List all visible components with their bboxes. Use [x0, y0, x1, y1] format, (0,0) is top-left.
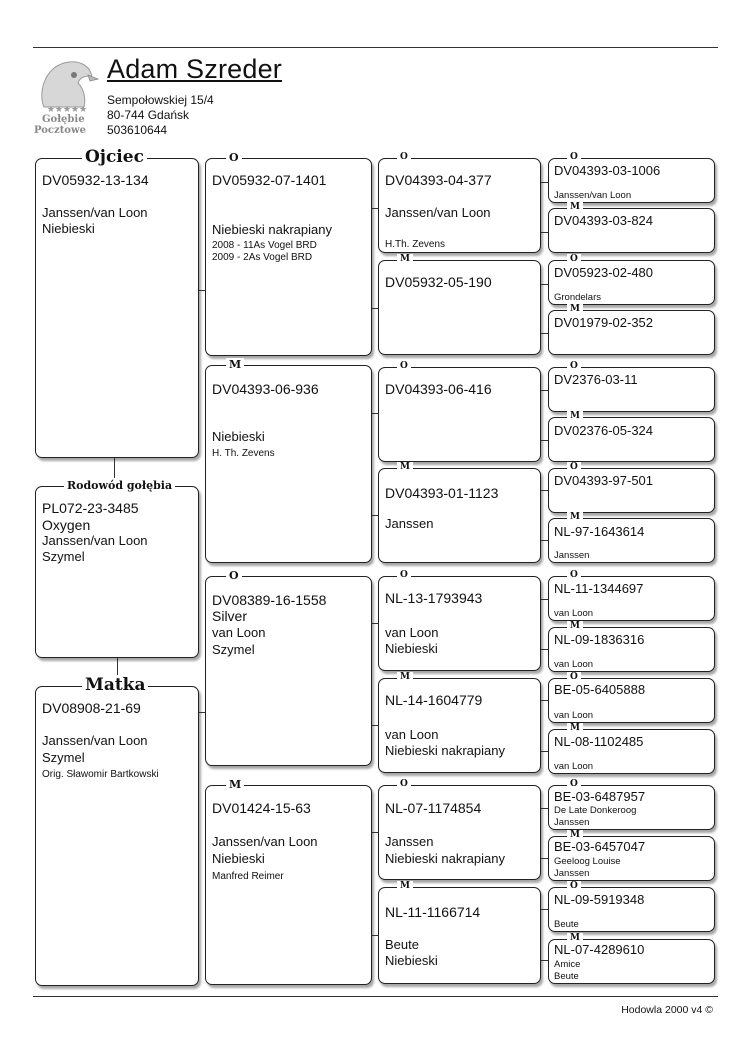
ring: DV2376-03-11: [554, 372, 638, 387]
gender-label: M: [397, 254, 413, 265]
ggp-box[interactable]: [548, 411, 715, 462]
connector: [541, 751, 548, 752]
pigeon-ring: PL072-23-3485: [42, 500, 139, 516]
logo-text-2: Pocztowe: [34, 125, 86, 136]
color: Niebieski: [212, 851, 265, 866]
ring: DV01424-15-63: [212, 800, 311, 816]
line: van Loon: [385, 727, 439, 742]
ring: DV08389-16-1558: [212, 592, 327, 608]
note: Beute: [554, 919, 579, 930]
connector: [114, 458, 115, 478]
father-color: Niebieski: [42, 221, 95, 236]
line: van Loon: [385, 625, 439, 640]
gender-label: O: [397, 152, 411, 163]
connector: [541, 599, 548, 600]
sire-sire-box[interactable]: [205, 151, 372, 356]
ggp-box[interactable]: [548, 512, 715, 563]
ggp-box[interactable]: [548, 881, 715, 932]
ggp-box[interactable]: [548, 830, 715, 881]
breeder: Szymel: [212, 642, 255, 657]
mother-ring: DV08908-21-69: [42, 700, 141, 716]
pigeon-name: De Late Donkeroog: [554, 805, 637, 816]
logo-text-1: Gołębie: [42, 114, 85, 125]
breeder: H. Th. Zevens: [212, 448, 275, 459]
gp-box[interactable]: [378, 462, 541, 563]
ring: DV04393-97-501: [554, 473, 654, 488]
result: 2008 - 11As Vogel BRD: [212, 240, 317, 251]
line: Janssen/van Loon: [212, 834, 318, 849]
gender-label: O: [567, 152, 581, 163]
ring: DV04393-03-824: [554, 213, 654, 228]
gender-label: O: [226, 569, 242, 583]
ring: DV04393-01-1123: [385, 485, 499, 501]
pigeon-breeder: Szymel: [42, 549, 85, 564]
note: Janssen: [554, 868, 590, 879]
mother-line: Janssen/van Loon: [42, 733, 148, 748]
ring: DV05932-05-190: [385, 274, 492, 290]
gender-label: O: [567, 254, 581, 265]
ring: BE-03-6487957: [554, 789, 646, 804]
note: van Loon: [554, 659, 594, 670]
line: Janssen: [385, 834, 434, 849]
gender-label: M: [397, 462, 413, 473]
father-line: Janssen/van Loon: [42, 205, 148, 220]
mother-box[interactable]: [35, 675, 199, 986]
color: Niebieski nakrapiany: [385, 743, 505, 758]
ring: DV04393-06-936: [212, 381, 319, 397]
gender-label: O: [397, 570, 411, 581]
father-box[interactable]: [35, 147, 199, 458]
gender-label: O: [567, 779, 581, 790]
breeder: Manfred Reimer: [212, 871, 284, 882]
gender-label: M: [226, 778, 244, 792]
gender-label: O: [567, 672, 581, 683]
gp-box[interactable]: [378, 254, 541, 355]
name: Silver: [212, 608, 248, 624]
color: Niebieski nakrapiany: [385, 851, 505, 866]
ring: NL-14-1604779: [385, 692, 483, 708]
dam-dam-box[interactable]: [205, 778, 372, 985]
ring: NL-09-1836316: [554, 632, 645, 647]
ggp-box[interactable]: [548, 152, 715, 203]
bottom-rule: [33, 996, 718, 997]
ring: DV04393-06-416: [385, 381, 492, 397]
line: Beute: [385, 937, 419, 952]
gender-label: M: [397, 672, 413, 683]
gender-label: O: [567, 361, 581, 372]
connector: [541, 858, 548, 859]
ring: DV04393-03-1006: [554, 163, 661, 178]
mother-breeder: Szymel: [42, 750, 85, 765]
gender-label: O: [226, 151, 242, 165]
owner-phone: 503610644: [107, 123, 168, 137]
gender-label: M: [567, 202, 583, 213]
logo: [34, 55, 100, 137]
connector: [541, 490, 548, 491]
note: Janssen: [554, 550, 590, 561]
ring: DV05923-02-480: [554, 265, 654, 280]
line: Janssen/van Loon: [385, 205, 491, 220]
color: Niebieski: [385, 953, 438, 968]
gender-label: O: [567, 881, 581, 892]
pigeon-name: Amice: [554, 959, 581, 970]
connector: [541, 284, 548, 285]
connector: [541, 649, 548, 650]
gender-label: O: [397, 779, 411, 790]
owner-city: 80-744 Gdańsk: [107, 108, 190, 122]
ring: NL-97-1643614: [554, 524, 645, 539]
note: van Loon: [554, 761, 594, 772]
gender-label: M: [567, 304, 583, 315]
footer-credit: Hodowla 2000 v4 ©: [621, 1004, 713, 1016]
owner-name: Adam Szreder: [107, 54, 282, 84]
ring: BE-05-6405888: [554, 682, 646, 697]
ring: NL-13-1793943: [385, 590, 483, 606]
ring: DV04393-04-377: [385, 172, 492, 188]
dam-sire-box[interactable]: [205, 569, 372, 766]
color: Niebieski nakrapiany: [212, 222, 332, 237]
ring: NL-09-5919348: [554, 892, 645, 907]
note: Janssen: [554, 817, 590, 828]
sire-dam-box[interactable]: [205, 358, 372, 563]
top-rule: [33, 47, 718, 48]
ring: BE-03-6457047: [554, 839, 646, 854]
gp-box[interactable]: [378, 779, 541, 880]
ring: NL-11-1344697: [554, 581, 644, 596]
note: Beute: [554, 971, 579, 982]
ggp-box[interactable]: [548, 570, 715, 621]
ring: NL-07-4289610: [554, 942, 645, 957]
ring: DV05932-07-1401: [212, 172, 327, 188]
gp-box[interactable]: [378, 570, 541, 671]
note: Janssen/van Loon: [554, 190, 632, 201]
result: 2009 - 2As Vogel BRD: [212, 252, 313, 263]
breeder: H.Th. Zevens: [385, 239, 446, 250]
gp-box[interactable]: [378, 881, 541, 984]
ggp-box[interactable]: [548, 723, 715, 774]
connector: [541, 540, 548, 541]
owner-street: Sempołowskiej 15/4: [107, 93, 214, 107]
ring: NL-11-1166714: [385, 904, 481, 920]
gender-label: M: [397, 881, 413, 892]
pigeon-name: Geeloog Louise: [554, 856, 621, 867]
connector: [541, 182, 548, 183]
pedigree-label: Rodowód gołębia: [64, 479, 175, 493]
ggp-box[interactable]: [548, 933, 715, 984]
connector: [541, 390, 548, 391]
gender-label: O: [397, 361, 411, 372]
ring: NL-08-1102485: [554, 734, 644, 749]
ggp-box[interactable]: [548, 361, 715, 412]
note: van Loon: [554, 710, 594, 721]
gender-label: M: [567, 411, 583, 422]
svg-text:★★★★★: ★★★★★: [46, 105, 88, 115]
ggp-box[interactable]: [548, 254, 715, 305]
ggp-box[interactable]: [548, 779, 715, 830]
connector: [541, 808, 548, 809]
ring: DV01979-02-352: [554, 315, 654, 330]
line: van Loon: [212, 625, 266, 640]
pigeon-name: Oxygen: [42, 517, 91, 533]
color: Niebieski: [212, 429, 265, 444]
gp-box[interactable]: [378, 152, 541, 253]
mother-label: Matka: [82, 675, 148, 695]
gender-label: M: [567, 933, 583, 944]
ggp-box[interactable]: [548, 462, 715, 513]
father-label: Ojciec: [82, 147, 147, 167]
gender-label: M: [567, 830, 583, 841]
connector: [541, 440, 548, 441]
gp-box[interactable]: [378, 361, 541, 462]
connector: [541, 909, 548, 910]
connector: [541, 960, 548, 961]
ggp-box[interactable]: [548, 304, 715, 355]
gender-label: M: [567, 621, 583, 632]
connector: [541, 700, 548, 701]
pigeon-line: Janssen/van Loon: [42, 533, 148, 548]
gender-label: O: [567, 570, 581, 581]
note: Grondelars: [554, 292, 601, 303]
ggp-box[interactable]: [548, 202, 715, 253]
gp-box[interactable]: [378, 672, 541, 773]
gender-label: M: [226, 358, 244, 372]
connector: [541, 333, 548, 334]
gender-label: M: [567, 723, 583, 734]
ggp-box[interactable]: [548, 621, 715, 672]
gender-label: M: [567, 512, 583, 523]
mother-origin: Orig. Sławomir Bartkowski: [42, 769, 159, 780]
line: Janssen: [385, 516, 434, 531]
connector: [541, 232, 548, 233]
ring: NL-07-1174854: [385, 800, 482, 816]
ggp-box[interactable]: [548, 672, 715, 723]
note: van Loon: [554, 608, 594, 619]
gender-label: O: [567, 462, 581, 473]
father-ring: DV05932-13-134: [42, 172, 149, 188]
color: Niebieski: [385, 641, 438, 656]
pigeon-box[interactable]: [35, 479, 199, 658]
ring: DV02376-05-324: [554, 423, 654, 438]
